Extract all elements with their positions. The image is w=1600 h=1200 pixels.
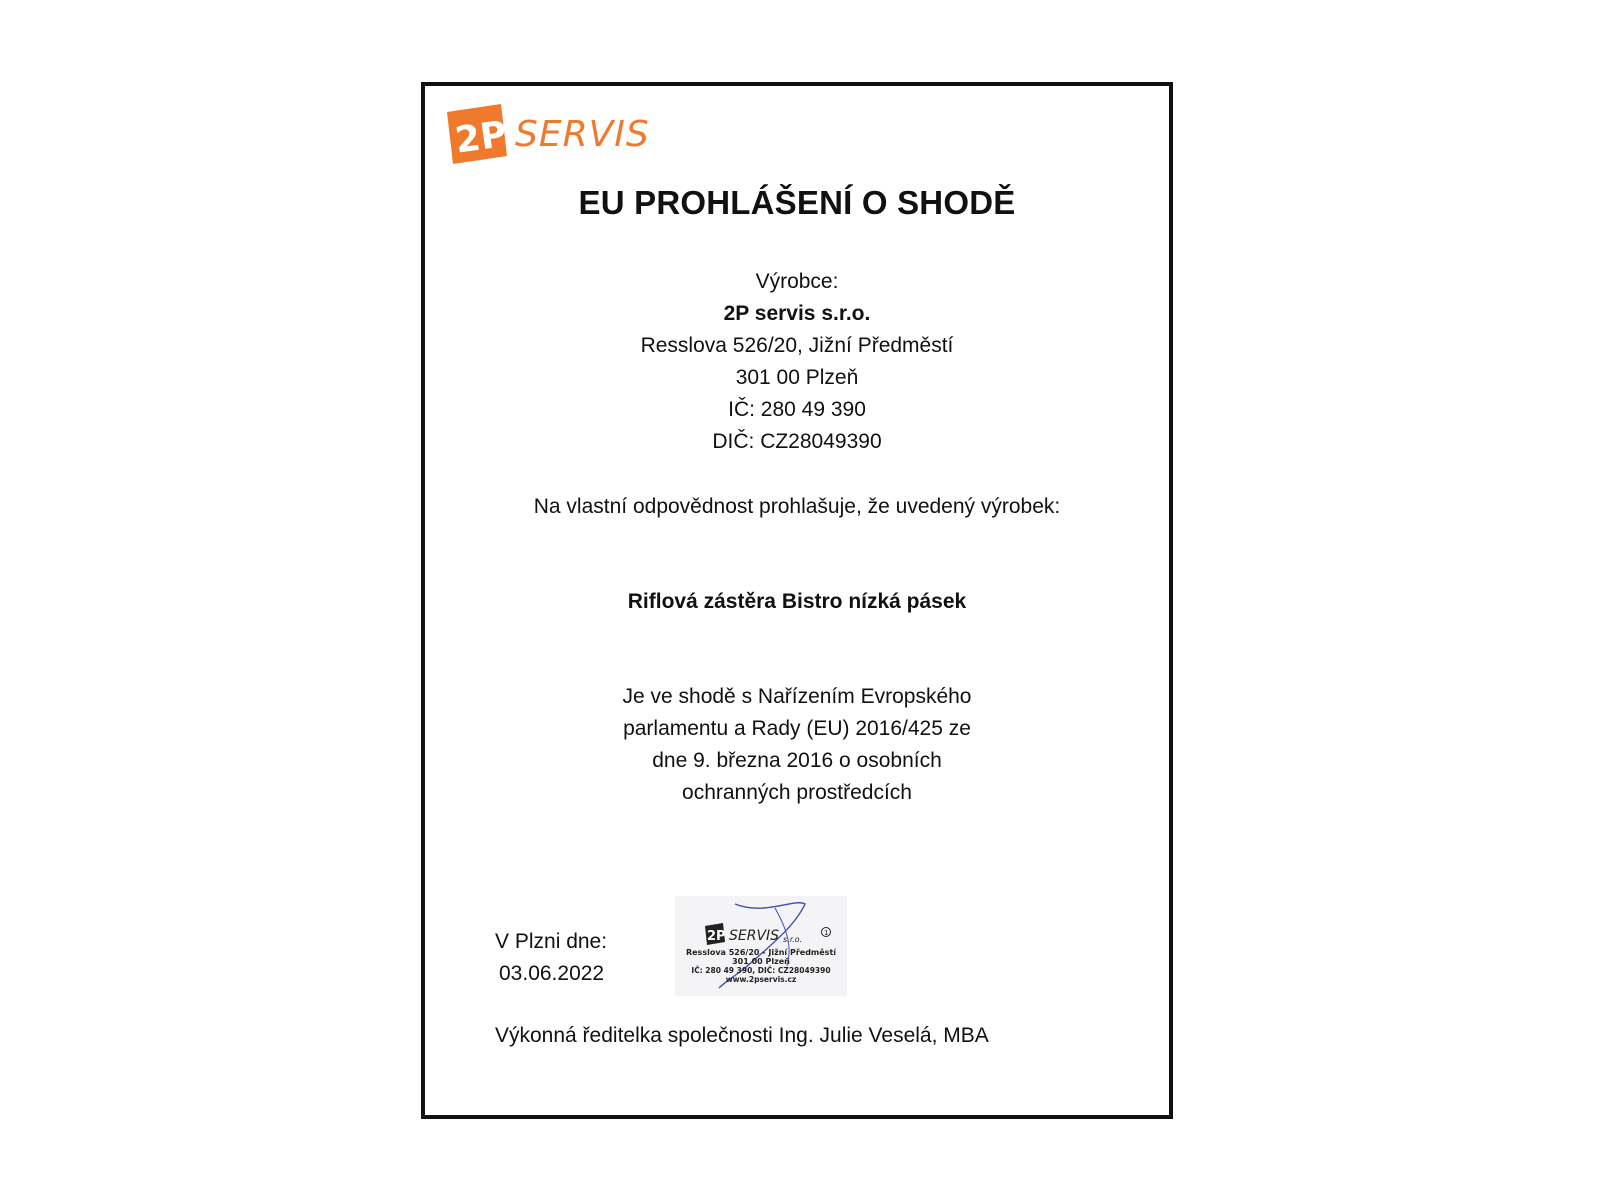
company-city: 301 00 Plzeň bbox=[735, 366, 859, 389]
place-label: V Plzni dne: bbox=[495, 930, 608, 953]
place-date-block bbox=[495, 926, 607, 990]
svg-text:Resslova 526/20 - Jižní Předmě: Resslova 526/20 - Jižní Předměstí bbox=[685, 948, 837, 957]
company-street: Resslova 526/20, Jižní Předměstí bbox=[640, 334, 954, 357]
declaration-statement: Na vlastní odpovědnost prohlašuje, že uvedený výrobek: bbox=[533, 495, 1061, 518]
regulation-line: Je ve shodě s Nařízením Evropského bbox=[622, 685, 972, 708]
manufacturer-block bbox=[425, 266, 1169, 458]
svg-text:301 00 Plzeň: 301 00 Plzeň bbox=[732, 957, 790, 966]
svg-text:IČ: 280 49 390, DIČ: CZ2804939: IČ: 280 49 390, DIČ: CZ28049390 bbox=[691, 966, 831, 975]
svg-text:2P: 2P bbox=[452, 113, 510, 162]
company-stamp bbox=[675, 896, 847, 996]
regulation-line: dne 9. března 2016 o osobních bbox=[652, 749, 942, 772]
svg-text:SERVIS: SERVIS bbox=[515, 114, 650, 155]
declaration-document bbox=[421, 82, 1173, 1119]
company-name: 2P servis s.r.o. bbox=[723, 302, 871, 325]
svg-text:s.r.o.: s.r.o. bbox=[783, 935, 803, 944]
company-logo bbox=[441, 98, 651, 168]
svg-text:2P: 2P bbox=[707, 929, 726, 944]
svg-text:1: 1 bbox=[824, 929, 829, 937]
regulation-text bbox=[425, 681, 1169, 809]
manufacturer-label: Výrobce: bbox=[755, 270, 839, 293]
regulation-line: parlamentu a Rady (EU) 2016/425 ze bbox=[623, 717, 971, 740]
company-ic: IČ: 280 49 390 bbox=[728, 398, 866, 421]
svg-text:www.2pservis.cz: www.2pservis.cz bbox=[725, 975, 797, 984]
svg-text:SERVIS: SERVIS bbox=[729, 928, 780, 944]
director-signature-line: Výkonná ředitelka společnosti Ing. Julie Veselá, MBA bbox=[495, 1024, 989, 1047]
document-title: EU PROHLÁŠENÍ O SHODĚ bbox=[578, 184, 1016, 221]
company-dic: DIČ: CZ28049390 bbox=[712, 430, 882, 453]
regulation-line: ochranných prostředcích bbox=[682, 781, 912, 804]
product-name: Riflová zástěra Bistro nízká pásek bbox=[627, 590, 967, 613]
issue-date: 03.06.2022 bbox=[499, 962, 605, 985]
